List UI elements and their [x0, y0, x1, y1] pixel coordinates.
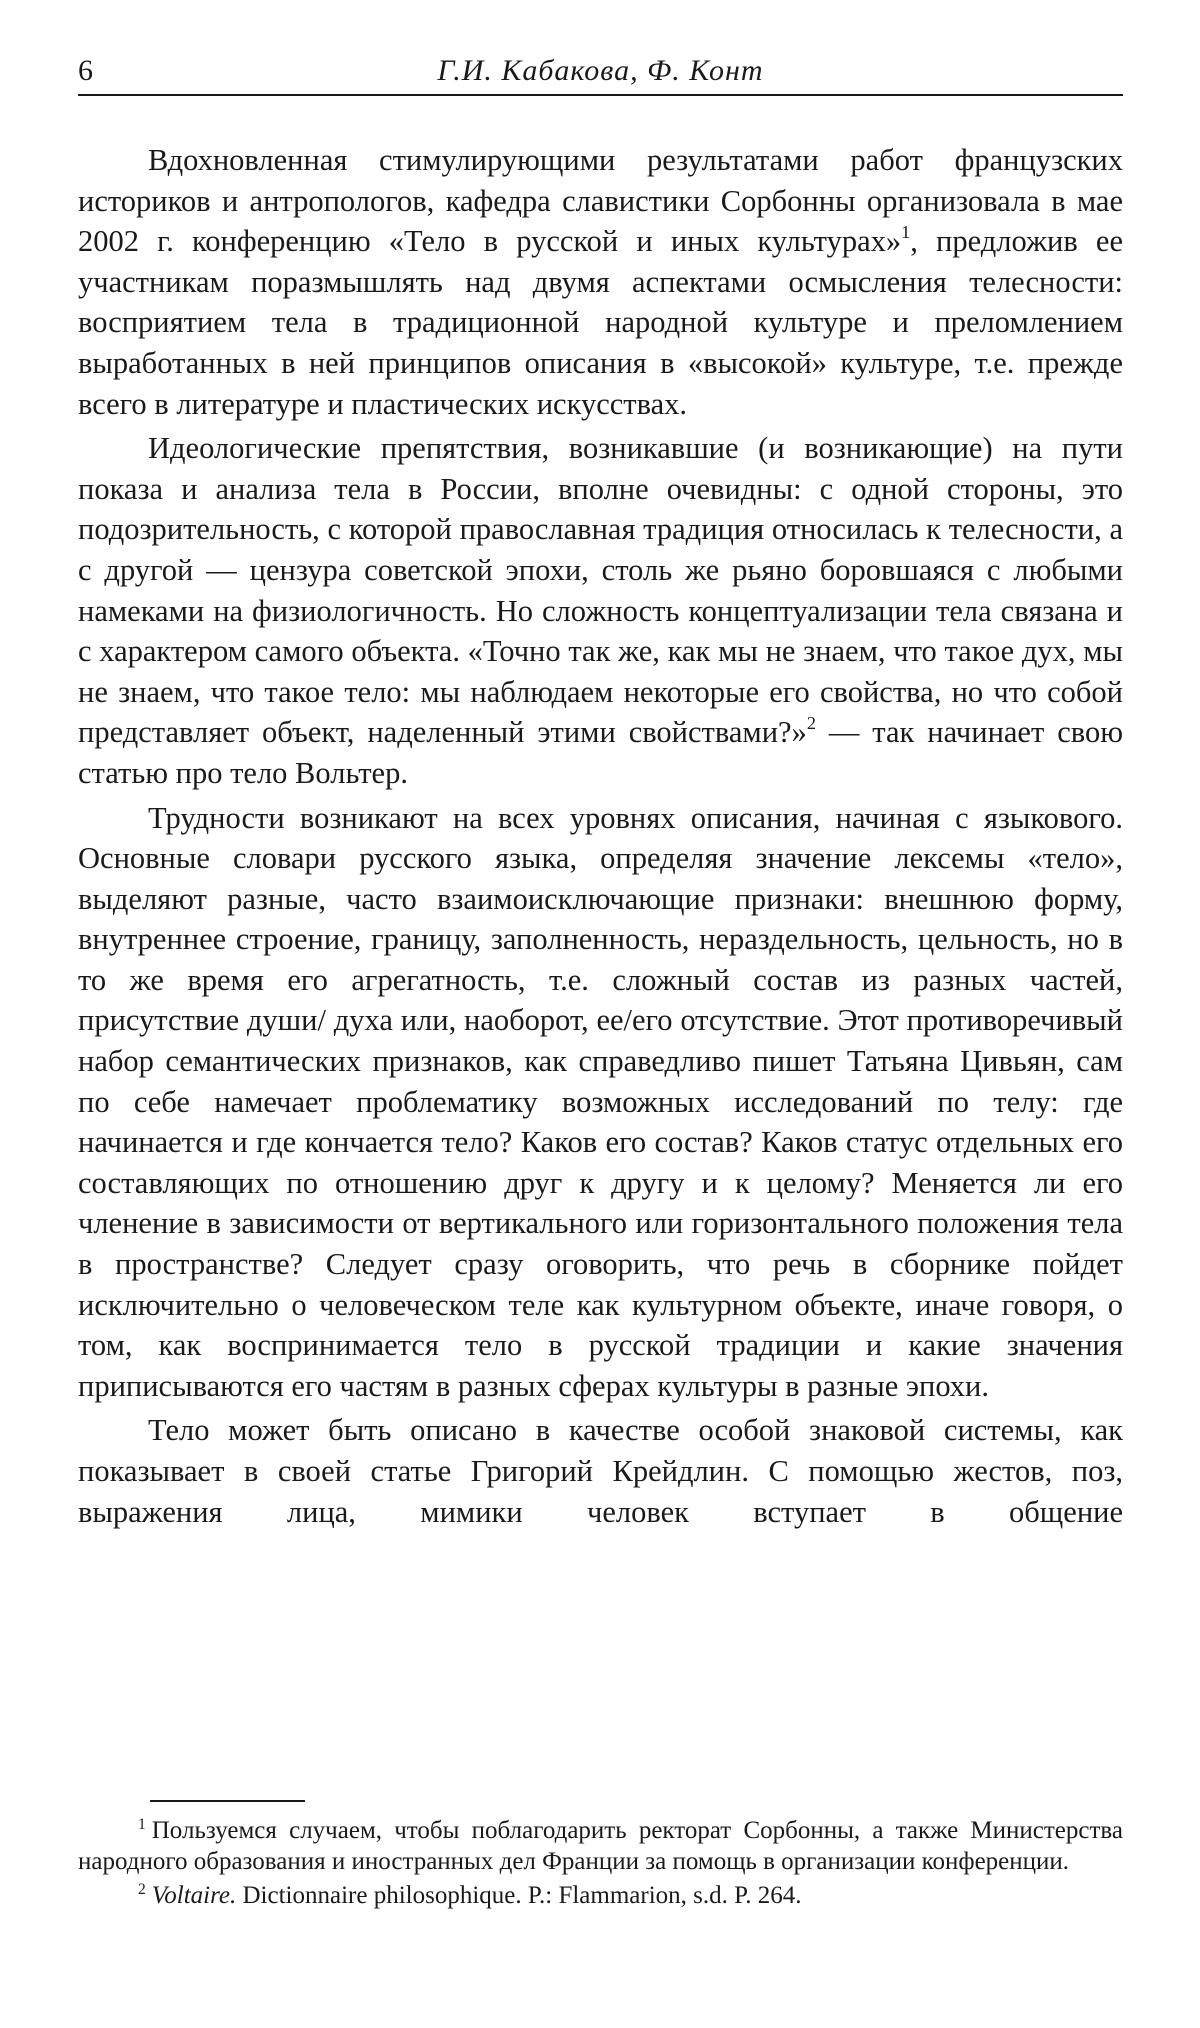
- page-number: 6: [78, 54, 93, 87]
- footnotes: [78, 1815, 1123, 1911]
- running-head: Г.И. Кабакова, Ф. Конт: [437, 54, 764, 87]
- footnote-1-mark: 1: [138, 1815, 146, 1833]
- paragraph-2-text-b: — так начинает свою статью про тело Вольтер.: [78, 715, 1123, 790]
- page-header: [78, 50, 1123, 96]
- paragraph-2: [78, 428, 1123, 793]
- footnote-2-mark: 2: [138, 1880, 146, 1898]
- footnote-1-text: Пользуемся случаем, чтобы поблагодарить ректорат Сорбонны, а также Министерства народного образования и иностранных дел Франции за помощь в организации конференции.: [78, 1817, 1123, 1875]
- footnote-separator: [150, 1800, 305, 1802]
- footnote-ref-1: 1: [901, 222, 911, 243]
- paragraph-1: [78, 140, 1123, 424]
- footnote-1: [78, 1815, 1123, 1877]
- footnote-2-author: Voltaire.: [151, 1882, 237, 1909]
- footnote-2: [78, 1880, 1123, 1911]
- main-text: [78, 140, 1123, 1532]
- paragraph-1-text-b: , предложив ее участникам поразмышлять над двумя аспектами осмысления телесности: восприятием тела в традиционной народной культуре и преломлением выработанных в ней принципов описания в «высокой» культуре, т.е. прежде всего в литературе и пластических искусствах.: [78, 224, 1123, 421]
- footnote-2-text: Dictionnaire philosophique. P.: Flammarion, s.d. P. 264.: [236, 1882, 802, 1909]
- paragraph-1-text-a: Вдохновленная стимулирующими результатами работ французских историков и антропологов, кафедра славистики Сорбонны организовала в мае 2002 г. конференцию «Тело в русской и иных культурах»: [78, 143, 1123, 259]
- footnote-ref-2: 2: [806, 713, 816, 734]
- paragraph-2-text-a: Идеологические препятствия, возникавшие (и возникающие) на пути показа и анализа тела в России, вполне очевидны: с одной стороны, это подозрительность, с которой православная традиция относилась к телесности, а с другой — цензура советской эпохи, столь же рьяно боровшаяся с любыми намеками на физиологичность. Но сложность концептуализации тела связана и с характером самого объекта. «Точно так же, как мы не знаем, что такое дух, мы не знаем, что такое тело: мы наблюдаем некоторые его свойства, но что собой представляет объект, наделенный этими свойствами?»: [78, 431, 1123, 750]
- paragraph-4: Тело может быть описано в качестве особой знаковой системы, как показывает в своей статье Григорий Крейдлин. С помощью жестов, поз, выражения лица, мимики человек вступает в общение: [78, 1413, 1123, 1529]
- paragraph-3: Трудности возникают на всех уровнях описания, начиная с языкового. Основные словари русского языка, определяя значение лексемы «тело», выделяют разные, часто взаимоисключающие признаки: внешнюю форму, внутреннее строение, границу, заполненность, нераздельность, цельность, но в то же время его агрегатность, т.е. сложный состав из разных частей, присутствие души/ духа или, наоборот, ее/его отсутствие. Этот противоречивый набор семантических признаков, как справедливо пишет Татьяна Цивьян, сам по себе намечает проблематику возможных исследований по телу: где начинается и где кончается тело? Каков его состав? Каков статус отдельных его составляющих по отношению друг к другу и к целому? Меняется ли его членение в зависимости от вертикального или горизонтального положения тела в пространстве? Следует сразу оговорить, что речь в сборнике пойдет исключительно о человеческом теле как культурном объекте, иначе говоря, о том, как воспринимается тело в русской традиции и какие значения приписываются его частям в разных сферах культуры в разные эпохи.: [78, 800, 1123, 1403]
